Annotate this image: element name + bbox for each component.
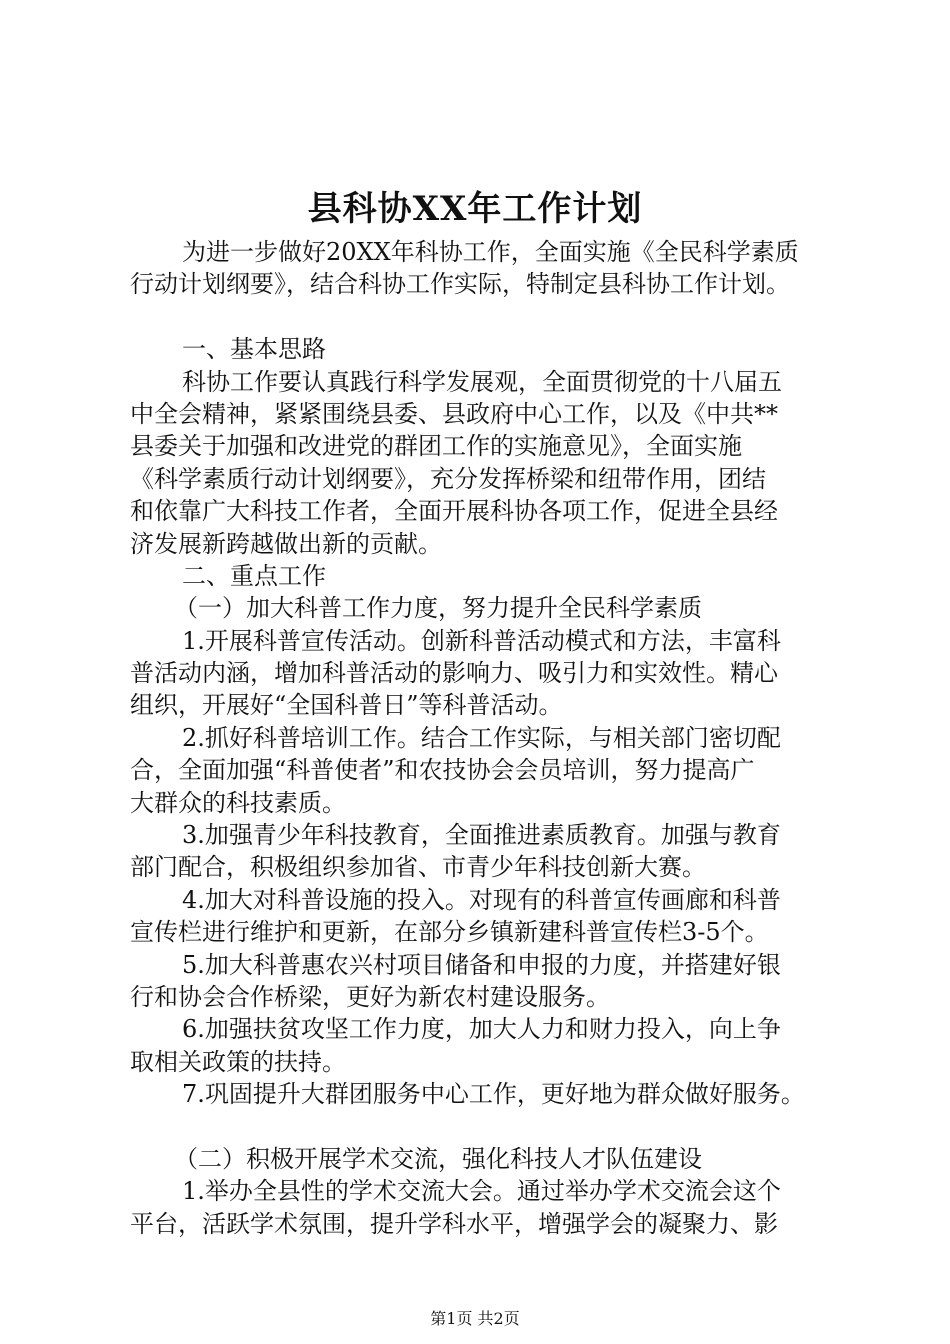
paragraph-line: 济发展新跨越做出新的贡献。 bbox=[130, 529, 442, 558]
item-line: 7.巩固提升大群团服务中心工作，更好地为群众做好服务。 bbox=[182, 1080, 805, 1109]
item-line: 1.开展科普宣传活动。创新科普活动模式和方法，丰富科 bbox=[182, 626, 781, 655]
item-line: 普活动内涵，增加科普活动的影响力、吸引力和实效性。精心 bbox=[130, 659, 778, 688]
item-line: 合，全面加强“科普使者”和农技协会会员培训，努力提高广 bbox=[130, 756, 755, 785]
section-heading: 二、重点工作 bbox=[182, 561, 326, 590]
document-body bbox=[130, 236, 850, 1240]
item-line: 6.加强扶贫攻坚工作力度，加大人力和财力投入，向上争 bbox=[182, 1015, 781, 1044]
document-title: 县科协XX年工作计划 bbox=[307, 189, 643, 229]
paragraph-line: 中全会精神，紧紧围绕县委、县政府中心工作，以及《中共** bbox=[130, 399, 778, 428]
intro-line: 行动计划纲要》，结合科协工作实际，特制定县科协工作计划。 bbox=[130, 270, 790, 299]
subsection-heading: （二）积极开展学术交流，强化科技人才队伍建设 bbox=[174, 1144, 702, 1173]
page-footer: 第1页 共2页 bbox=[430, 1309, 520, 1328]
item-line: 5.加大科普惠农兴村项目储备和申报的力度，并搭建好银 bbox=[182, 950, 781, 979]
item-line: 平台，活跃学术氛围，提升学科水平，增强学会的凝聚力、影 bbox=[130, 1209, 778, 1238]
item-line: 大群众的科技素质。 bbox=[130, 788, 346, 817]
paragraph-line: 科协工作要认真践行科学发展观，全面贯彻党的十八届五 bbox=[182, 367, 782, 396]
subsection-heading: （一）加大科普工作力度，努力提升全民科学素质 bbox=[174, 594, 702, 623]
blank-line bbox=[130, 301, 850, 333]
item-line: 4.加大对科普设施的投入。对现有的科普宣传画廊和科普 bbox=[182, 885, 781, 914]
item-line: 宣传栏进行维护和更新，在部分乡镇新建科普宣传栏3-5个。 bbox=[130, 918, 769, 947]
intro-line: 为进一步做好20XX年科协工作，全面实施《全民科学素质 bbox=[182, 238, 799, 266]
item-line: 部门配合，积极组织参加省、市青少年科技创新大赛。 bbox=[130, 853, 706, 882]
item-line: 取相关政策的扶持。 bbox=[130, 1047, 346, 1076]
item-line: 行和协会合作桥梁，更好为新农村建设服务。 bbox=[130, 982, 610, 1011]
item-line: 3.加强青少年科技教育，全面推进素质教育。加强与教育 bbox=[182, 821, 781, 850]
item-line: 1.举办全县性的学术交流大会。通过举办学术交流会这个 bbox=[182, 1177, 781, 1206]
paragraph-line: 和依靠广大科技工作者，全面开展科协各项工作，促进全县经 bbox=[130, 497, 778, 526]
blank-line bbox=[130, 1111, 850, 1143]
item-line: 2.抓好科普培训工作。结合工作实际，与相关部门密切配 bbox=[182, 723, 781, 752]
item-line: 组织，开展好“全国科普日”等科普活动。 bbox=[130, 691, 563, 720]
paragraph-line: 县委关于加强和改进党的群团工作的实施意见》，全面实施 bbox=[130, 432, 742, 461]
paragraph-line: 《科学素质行动计划纲要》，充分发挥桥梁和纽带作用，团结 bbox=[130, 464, 766, 493]
section-heading: 一、基本思路 bbox=[182, 335, 326, 364]
